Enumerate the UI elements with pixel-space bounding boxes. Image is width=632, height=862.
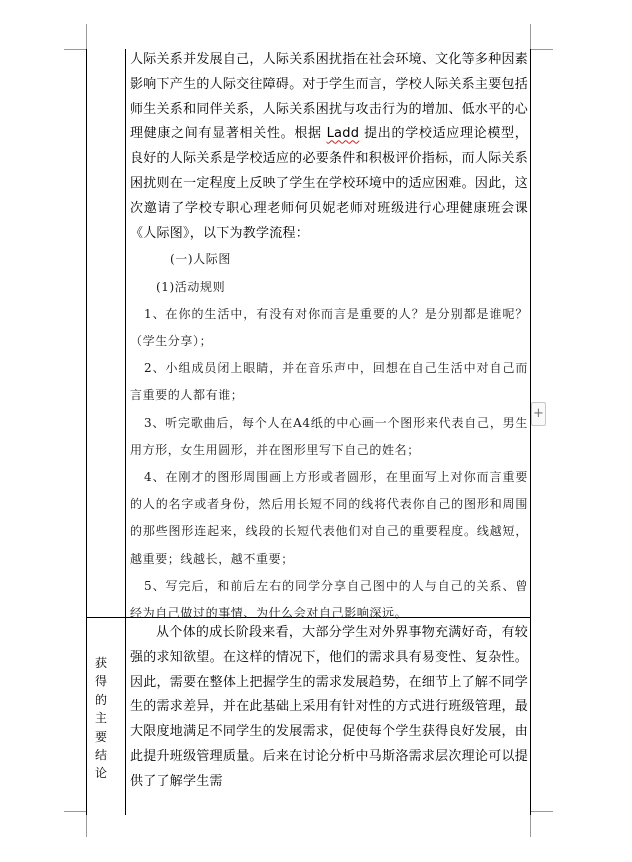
intro-paragraph: 人际关系并发展自己，人际关系困扰指在社会环境、文化等多种因素影响下产生的人际交往障碍。对于学生而言，学校人际关系主要包括师生关系和同伴关系，人际关系困扰与攻击行为的增加、低水平的心理健康之间有显著相关性。根据 Ladd 提出的学校适应理论模型，良好的人际关系是学校适应的必要条件和积极评价指标，而人际关系困扰则在一定程度上反映了学生在学校环境中的适应困难。因此，这次邀请了学校专职心理老师何贝妮老师对班级进行心理健康班会课《人际图》，以下为教学流程： — [130, 52, 528, 241]
conclusion-paragraph: 从个体的成长阶段来看，大部分学生对外界事物充满好奇，有较强的求知欲望。在这样的情况下，他们的需求具有易变性、复杂性。因此，需要在整体上把握学生的需求发展趋势，在细节上了解不同学生的需求差异，并在此基础上采用有针对性的方式进行班级管理，最大限度地满足不同学生的发展需求，促使每个学生获得良好发展，由此提升班级管理质量。后来在讨论分析中马斯洛需求层次理论可以提供了了解学生需 — [130, 625, 528, 789]
label-char: 结 — [94, 748, 107, 763]
label-char: 得 — [94, 674, 107, 689]
table-right-border — [530, 49, 531, 815]
label-char: 主 — [94, 711, 107, 726]
crop-mark-bottom-right-v — [530, 812, 531, 837]
crop-mark-top-left-v — [86, 24, 87, 49]
rule-item-1: 1、在你的生活中，有没有对你而言是重要的人？是分别都是谁呢？（学生分享）； — [130, 306, 528, 348]
crop-mark-bottom-left-v — [86, 812, 87, 837]
table-left-border — [86, 49, 87, 815]
label-char: 的 — [94, 692, 107, 707]
rule-item-4: 4、在刚才的图形周围画上方形或者圆形，在里面写上对你而言重要的人的名字或者身份，然后用长短不同的线将代表你自己的图形和周围的那些图形连起来，线段的长短代表他们对自己的重要程度。线越短，越重要；线越长，越不重要； — [130, 470, 528, 566]
sub-heading: (1)活动规则 — [156, 279, 226, 294]
crop-mark-bottom-left-h — [64, 811, 86, 812]
section-heading: (一)人际图 — [170, 252, 231, 267]
label-char: 论 — [94, 766, 107, 781]
rule-item-2: 2、小组成员闭上眼睛，并在音乐声中，回想在自己生活中对自己而言重要的人都有谁； — [130, 361, 528, 403]
crop-mark-bottom-right-h — [531, 811, 553, 812]
rule-item-5: 5、写完后，和前后左右的同学分享自己图中的人与自己的关系、曾经为自己做过的事情、为什么会对自己影响深远。 — [130, 578, 528, 621]
top-content-cell — [130, 48, 528, 627]
label-char: 要 — [94, 729, 107, 744]
crop-mark-top-right-v — [530, 24, 531, 49]
label-char: 获 — [94, 656, 107, 670]
crop-mark-top-right-h — [531, 49, 553, 50]
rule-item-3: 3、听完歌曲后，每个人在A4纸的中心画一个图形来代表自己，男生用方形，女生用圆形，并在图形里写下自己的姓名； — [130, 415, 528, 457]
crop-mark-top-left-h — [64, 49, 86, 50]
conclusion-label — [91, 654, 111, 783]
expand-panel-button[interactable]: + — [531, 402, 546, 426]
table-column-divider — [125, 49, 126, 815]
ladd-reference: Ladd — [326, 126, 360, 142]
bottom-content-cell — [130, 621, 528, 813]
